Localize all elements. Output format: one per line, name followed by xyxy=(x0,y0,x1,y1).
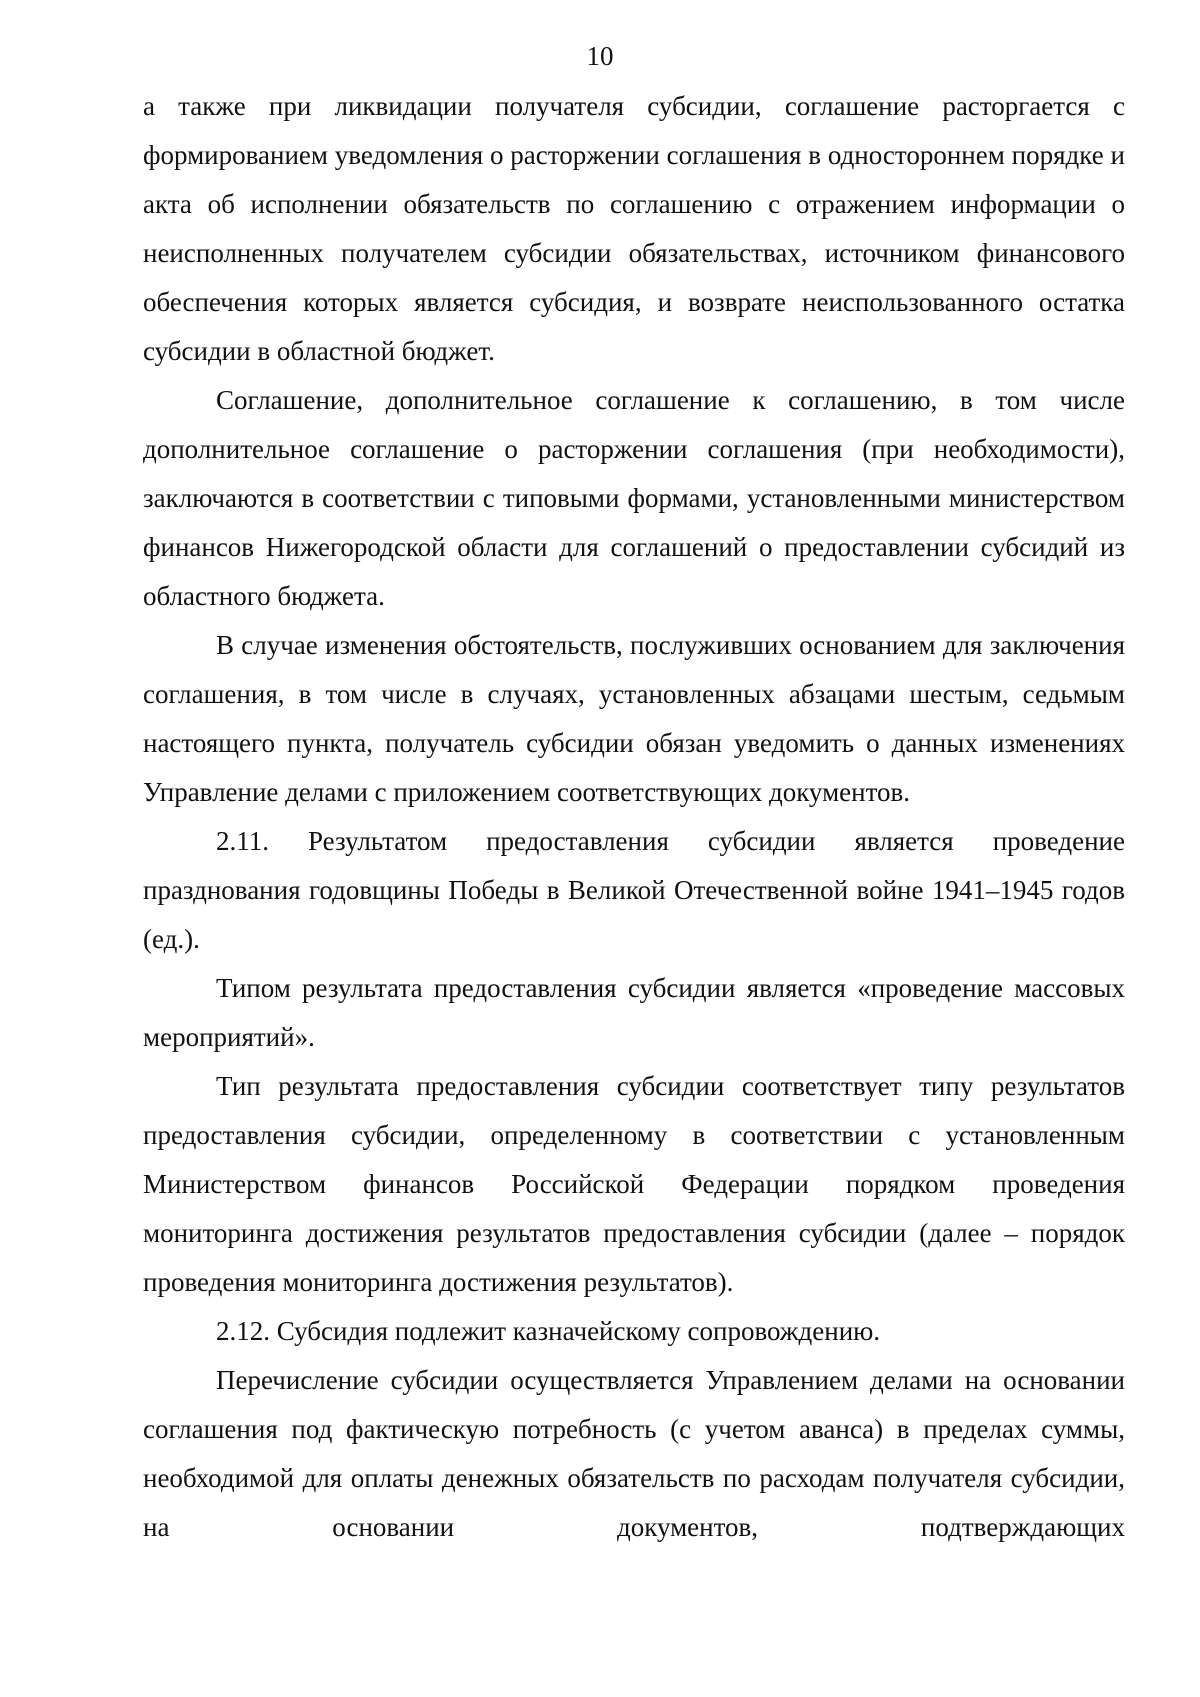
paragraph-circumstances-change: В случае изменения обстоятельств, послуживших основанием для заключения соглашения, в том числе в случаях, установленных абзацами шестым, седьмым настоящего пункта, получатель субсидии обязан уведомить о данных изменениях Управление делами с приложением соответствующих документов. xyxy=(143,630,1125,807)
paragraph-transfer: Перечисление субсидии осуществляется Управлением делами на основании соглашения под фактическую потребность (с учетом аванса) в пределах суммы, необходимой для оплаты денежных обязательств по расходам получателя субсидии, на основании документов, подтверждающих xyxy=(143,1365,1125,1542)
paragraph-continuation: а также при ликвидации получателя субсидии, соглашение расторгается с формированием уведомления о расторжении соглашения в одностороннем порядке и акта об исполнении обязательств по соглашению с отражением информации о неисполненных получателем субсидии обязательствах, источником финансового обеспечения которых является субсидия, и возврате неиспользованного остатка субсидии в областной бюджет. xyxy=(143,91,1125,366)
document-body xyxy=(143,82,1125,1552)
paragraph-result-type: Типом результата предоставления субсидии является «проведение массовых мероприятий». xyxy=(143,973,1125,1052)
page-number: 10 xyxy=(586,41,614,71)
paragraph-agreement-forms: Соглашение, дополнительное соглашение к соглашению, в том числе дополнительное соглашение о расторжении соглашения (при необходимости), заключаются в соответствии с типовыми формами, установленными министерством финансов Нижегородской области для соглашений о предоставлении субсидий из областного бюджета. xyxy=(143,385,1125,611)
paragraph-2-12-treasury: 2.12. Субсидия подлежит казначейскому сопровождению. xyxy=(216,1316,881,1346)
paragraph-2-11-result: 2.11. Результатом предоставления субсидии является проведение празднования годовщины Победы в Великой Отечественной войне 1941–1945 годов (ед.). xyxy=(143,826,1125,954)
paragraph-result-type-compliance: Тип результата предоставления субсидии соответствует типу результатов предоставления субсидии, определенному в соответствии с установленным Министерством финансов Российской Федерации порядком проведения мониторинга достижения результатов предоставления субсидии (далее – порядок проведения мониторинга достижения результатов). xyxy=(143,1071,1125,1297)
